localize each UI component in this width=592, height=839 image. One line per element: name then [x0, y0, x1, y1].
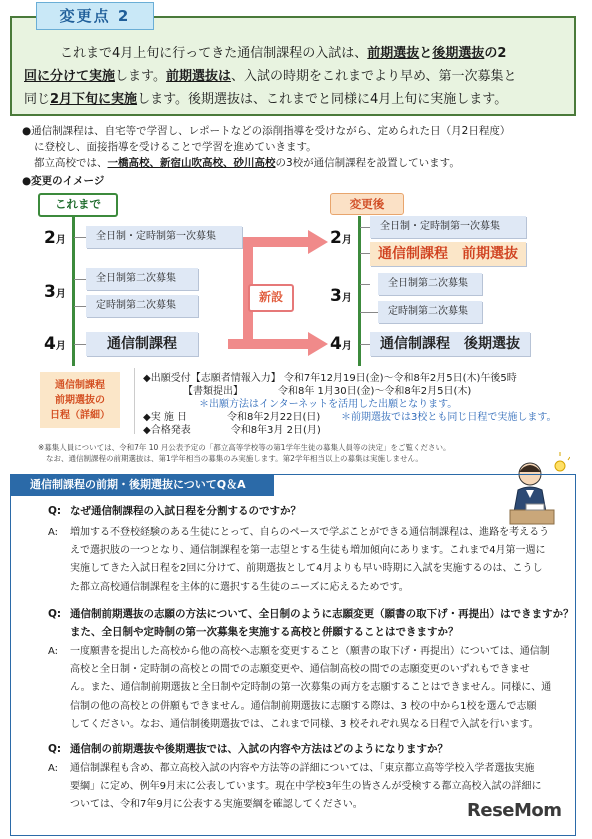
intro-bullet-2: ●変更のイメージ — [22, 175, 105, 187]
question-3: Q: 通信制の前期選抜や後期選抜では、入試の内容や方法はどのようになりますか？ — [48, 743, 448, 755]
after-month-feb: 2月 — [330, 228, 352, 248]
after-tick-feb2 — [360, 253, 370, 254]
change-line-2: 回に分けて実施します。前期選抜は、入試の時期をこれまでより早め、第一次募集と — [24, 69, 517, 84]
after-apr-card: 通信制課程 後期選抜 — [370, 332, 530, 356]
before-month-apr: 4月 — [44, 334, 66, 354]
note-1: ※募集人員については、令和7年 10 月公表予定の「都立高等学校等の第1学年生徒の募集人員等の決定」をご覧ください。 — [38, 443, 451, 452]
before-tick-mar2 — [74, 306, 86, 307]
schedule-details — [134, 368, 565, 434]
after-feb-card-2: 通信制課程 前期選抜 — [370, 242, 526, 266]
after-month-mar: 3月 — [330, 286, 352, 306]
question-1: Q: なぜ通信制課程の入試日程を分割するのですか？ — [48, 505, 301, 517]
change-point-box — [10, 16, 576, 116]
schedule-row-1: ◆出願受付【志願者情報入力】 令和7年12月19日(金)～令和8年2月5日(木)午後5時 — [143, 373, 517, 384]
change-line-1: これまで4月上旬に行ってきた通信制課程の入試は、前期選抜と後期選抜の2 — [60, 46, 507, 61]
schedule-label: 通信制課程 前期選抜の 日程（詳細） — [40, 372, 120, 428]
after-month-apr: 4月 — [330, 334, 352, 354]
after-tick-apr — [360, 344, 370, 345]
after-tick-mar2 — [360, 312, 378, 313]
before-month-mar: 3月 — [44, 282, 66, 302]
before-feb-card: 全日制・定時制第一次募集 — [86, 226, 242, 248]
before-tick-mar1 — [74, 279, 86, 280]
resemom-logo: ReseMom — [467, 800, 562, 821]
schedule-row-3: ＊出願方法はインターネットを活用した出願となります。 — [199, 399, 458, 410]
before-mar-card-1: 全日制第二次募集 — [86, 268, 198, 290]
schedule-row-5: ◆合格発表 令和8年3月 2日(月) — [143, 425, 321, 436]
after-mar-card-2: 定時制第二次募集 — [378, 301, 482, 323]
before-tick-feb — [74, 237, 86, 238]
answer-2: A: 一度願書を提出した高校から他の高校へ志願を変更すること（願書の取下げ・再提出）については、通信制 高校と全日制・定時制の高校との間での志願変更や、通信制高校の間での志願変更のいずれもできませ ん。また、通信制前期選抜と全日制や定時制の第一次募集の両方を志願することはできません。同様に、通 信制の他の高校との併願もできません。通信制前期選抜に志願する際は、3 校の中から1校を選んで志願 してください。なお、通信制後期選抜では、これまで同様、3 校それぞれ異なる日程で入試を行います。 — [48, 646, 552, 730]
change-point-tag: 変更点 2 — [36, 2, 154, 30]
arrow-up-head — [308, 230, 328, 254]
after-feb-card-1: 全日制・定時制第一次募集 — [370, 216, 526, 238]
schedule-row-4-note: ＊前期選抜では3校とも同じ日程で実施します。 — [341, 412, 557, 423]
question-2: Q: 通信制前期選抜の志願の方法について、全日制のように志願変更（願書の取下げ・再提出）はできますか？ また、全日制や定時制の第一次募集を実施する高校と併願することはできますか？ — [48, 608, 574, 638]
after-label: 変更後 — [330, 193, 404, 215]
before-label: これまで — [38, 193, 118, 217]
after-tick-feb1 — [360, 227, 370, 228]
qa-title: 通信制課程の前期・後期選抜についてQ＆A — [10, 474, 274, 496]
after-tick-mar1 — [360, 284, 370, 285]
arrow-right-head — [308, 332, 328, 356]
new-label: 新設 — [248, 284, 294, 312]
before-apr-card: 通信制課程 — [86, 332, 198, 356]
intro-bullet-1-cont: に登校し、面接指導を受けることで学習を進めていきます。 — [34, 141, 317, 153]
before-mar-card-2: 定時制第二次募集 — [86, 295, 198, 317]
answer-1: A: 増加する不登校経験のある生徒にとって、自らのペースで学ぶことができる通信制課程は、進路を考えるう えで選択肢の一つとなり、通信制課程を第一志望とする生徒も増加傾向にあります。これまで4月第一週に 実施してきた入試日程を2回に分けて、前期選抜として4月よりも早い時期に入試を実施するのは、こうし た都立高校通信制課程を主体的に選択する生徒のニーズに応えるためです。 — [48, 527, 550, 593]
before-month-feb: 2月 — [44, 228, 66, 248]
intro-schools-line: 都立高校では、一橋高校、新宿山吹高校、砂川高校の3校が通信制課程を設置しています。 — [34, 157, 460, 169]
change-line-3: 同じ2月下旬に実施します。後期選抜は、これまでと同様に4月上旬に実施します。 — [24, 92, 508, 107]
schedule-row-4: ◆実 施 日 令和8年2月22日(日) — [143, 412, 321, 423]
after-mar-card-1: 全日制第二次募集 — [378, 273, 482, 295]
intro-bullet-1: ●通信制課程は、自宅等で学習し、レポートなどの添削指導を受けながら、定められた日（月2日程度） — [22, 125, 511, 137]
note-2: なお、通信制課程の前期選抜は、第1学年相当の募集のみ実施します。第2学年相当以上の募集は実施しません。 — [46, 454, 423, 463]
answer-3: A: 通信制課程も含め、都立高校入試の内容や方法等の詳細については、「東京都立高等学校入学者選抜実施 要綱」に定め、例年9月末に公表しています。現在中学校3年生の皆さんが受検する都立高校入試の詳細に ついては、令和7年9月に公表する実施要綱を確認してください。 — [48, 763, 542, 811]
before-tick-apr — [74, 344, 86, 345]
schedule-row-2: 【書類提出】 令和8年 1月30日(金)～令和8年2月5日(木) — [183, 386, 472, 397]
